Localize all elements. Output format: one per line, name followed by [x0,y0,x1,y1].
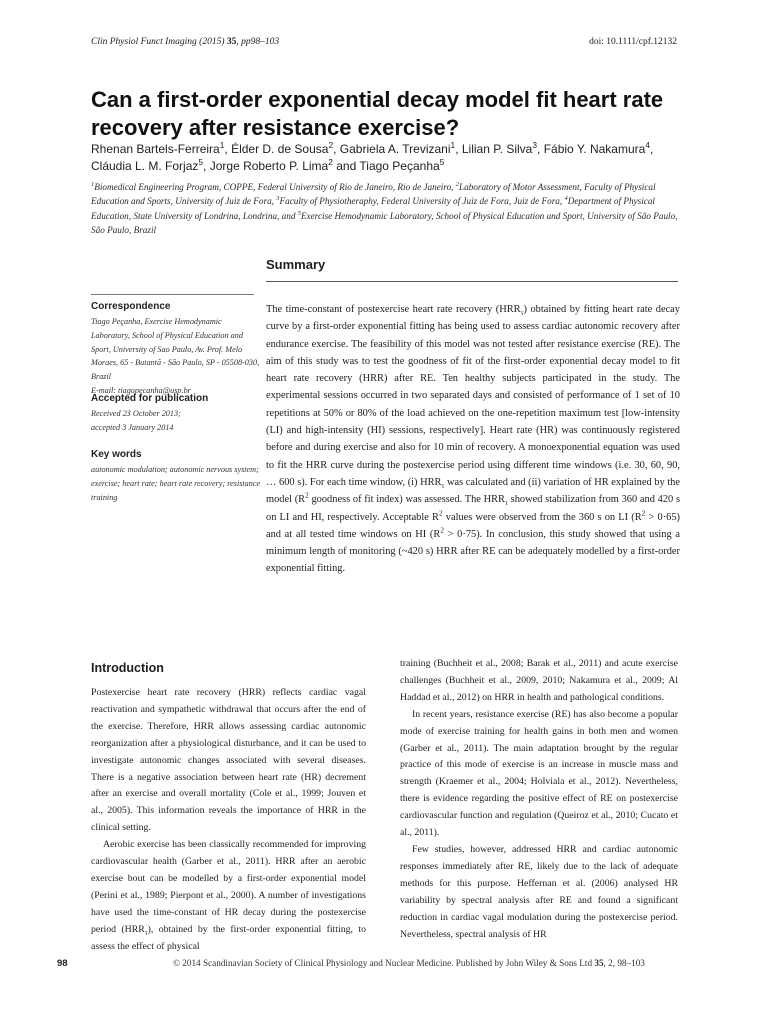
author: Lilian P. Silva [461,142,533,156]
introduction-heading: Introduction [91,661,164,675]
sidebar-divider [91,294,254,295]
author: Jorge Roberto P. Lima [209,159,329,173]
page-number: 98 [57,958,68,969]
affiliations: $^1$Biomedical Engineering Program, COPPE, Federal University of Rio de Janeiro, Rio de Janeiro, $^2$Laboratory of Motor Assessment, Faculty of Physical Education and Sports, University of Juiz de Fora, $^3$Faculty of Physiotheraphy, Federal University of Juiz de Fora, Juiz de Fora, $^4$Department of Physical Education, State University of Londrina, Londrina, and $^5$Exercise Hemodynamic Laboratory, School of Physical Education and Sport, University of São Paulo, São Paulo, Brazil [91,180,678,235]
author: Cláudia L. M. Forjaz [91,159,199,173]
keywords-block [91,449,261,504]
author: Rhenan Bartels-Ferreira [91,142,220,156]
author-list: Rhenan Bartels-Ferreira$^1$, Élder D. de Sousa$^2$, Gabriela A. Trevizani$^1$, Lilian P. Silva$^3$, Fábio Y. Nakamura$^4$, Cláudia L. M. Forjaz$^5$, Jorge Roberto P. Lima$^2$ and Tiago Peçanha$^5$ [91,140,654,173]
keywords-list: autonomic modulation; autonomic nervous system; exercise; heart rate; heart rate recovery; resistance training [91,465,261,502]
paragraph: Aerobic exercise has been classically recommended for improving cardiovascular health (Garber et al., 2011). HRR after an aerobic exercise bout can be modelled by a first-order exponential model (Perini et al., 1989; Pierpont et al., 2000). A number of investigations have used the time-constant of HR decay during the postexercise period $(HRR_\tau)$, obtained by the first-order exponential fitting, to assess the effect of physical [91,839,366,952]
accepted-date: accepted 3 January 2014 [91,422,174,432]
correspondence-email[interactable]: E-mail: tiagopecanha@usp.br [91,385,191,395]
accepted-heading: Accepted for publication [91,393,209,404]
paragraph: In recent years, resistance exercise (RE) has also become a popular mode of exercise training for health gains in both men and women (Garber et al., 2011). The main adaptation brought by the regular practice of this mode of exercise is an increase in muscle mass and strength (Kraemer et al., 2004; Holviala et al., 2012). Nevertheless, there is evidence regarding the positive effect of RE on postexercise cardiovascular function and regulation (Queiroz et al., 2010; Cucato et al., 2011). [400,708,678,839]
doi[interactable]: doi: 10.1111/cpf.12132 [589,37,677,47]
paragraph: Few studies, however, addressed HRR and cardiac autonomic responses immediately after RE, likely due to the lack of adequate methods for this purpose. Heffernan et al. (2006) analysed HR variability by spectral analysis after RE and found a significant reduction in cardiac vagal modulation during the postexercise period. Nevertheless, spectral analysis of HR [400,843,678,940]
article-title: Can a first-order exponential decay model fit heart rate recovery after resistance exercise? [91,87,664,140]
author: Fábio Y. Nakamura [543,142,646,156]
received-date: Received 23 October 2013; [91,409,181,418]
summary-heading: Summary [266,257,326,272]
journal-citation [91,37,279,47]
correspondence-heading: Correspondence [91,301,171,312]
journal-volume: 35 [226,37,237,47]
author: Élder D. de Sousa [231,142,329,156]
author: Gabriela A. Trevizani [339,142,451,156]
summary-divider [266,281,678,282]
correspondence-block [91,301,261,398]
journal-pages: , pp98–103 [236,37,280,47]
abstract-text: The time-constant of postexercise heart rate recovery $(HRR_\tau)$ obtained by fitting heart rate decay curve by a first-order exponential fitting has being used to assess cardiac autonomic recovery after endurance exercise. The feasibility of this model was not tested after resistance exercise (RE). The aim of this study was to test the goodness of fit of the first-order exponential decay model to fit heart rate recovery (HRR) after RE. Ten healthy subjects participated in the study. The experimental sessions occurred in two separated days and consisted of performance of 1 set of 10 repetitions at 50% or 80% of the load achieved on the one-repetition maximum test [low-intensity (LI) and high-intensity (HI) sessions, respectively]. Heart rate (HR) was continuously registered before and during exercise and also for 10 min of recovery. A monoexponential equation was used to fit the HRR curve during the postexercise period using different time windows (i.e. 30, 60, 90, … 600 s). For each time window, (i) $HRR_\tau$ was calculated and (ii) variation of HR explained by the model ($R^2$ goodness of fit index) was assessed. The $HRR_\tau$ showed stabilization from 360 and 420 s on LI and HI, respectively. Acceptable $R^2$ values were observed from the 360 s on LI $(R^2 > 0\cdot 65)$ and at all tested time windows on HI $(R^2 > 0\cdot 75)$. In conclusion, this study showed that using a minimum length of monitoring (~420 s) HRR after RE can be adequately modelled by a first-order exponential fitting. [266,304,680,575]
paragraph: training (Buchheit et al., 2008; Barak et al., 2011) and acute exercise challenges (Buchheit et al., 2009, 2010; Nakamura et al., 2009; Al Haddad et al., 2012) on HRR in health and pathological conditions. [400,658,678,703]
accepted-block [91,393,261,435]
copyright-footer: © 2014 Scandinavian Society of Clinical Physiology and Nuclear Medicine. Published by John Wiley & Sons Ltd 35, 2, 98–103 [173,958,645,968]
paragraph: Postexercise heart rate recovery (HRR) reflects cardiac vagal reactivation and sympathetic withdrawal that occurs after the end of the exercise. Therefore, HRR allows assessing cardiac autonomic reorganization after a physiological disturbance, and it can be used to investigate autonomic changes associated with several diseases. There is a negative association between heart rate (HR) decrement after an exercise and overall mortality (Cole et al., 1999; Jouven et al., 2005). This information reveals the importance of HRR in the clinical setting. [91,687,366,834]
journal-name: Clin Physiol Funct Imaging (2015) [91,37,227,47]
keywords-heading: Key words [91,449,142,460]
author: Tiago Peçanha [359,159,440,173]
introduction-right-column [400,656,678,943]
introduction-left-column [91,685,366,956]
correspondence-address: Tiago Peçanha, Exercise Hemodynamic Laboratory, School of Physical Education and Sport, University of Sao Paulo, Av. Prof. Melo Moraes, 65 - Butantã - São Paulo, SP - 05508-030, Brazil [91,317,260,382]
